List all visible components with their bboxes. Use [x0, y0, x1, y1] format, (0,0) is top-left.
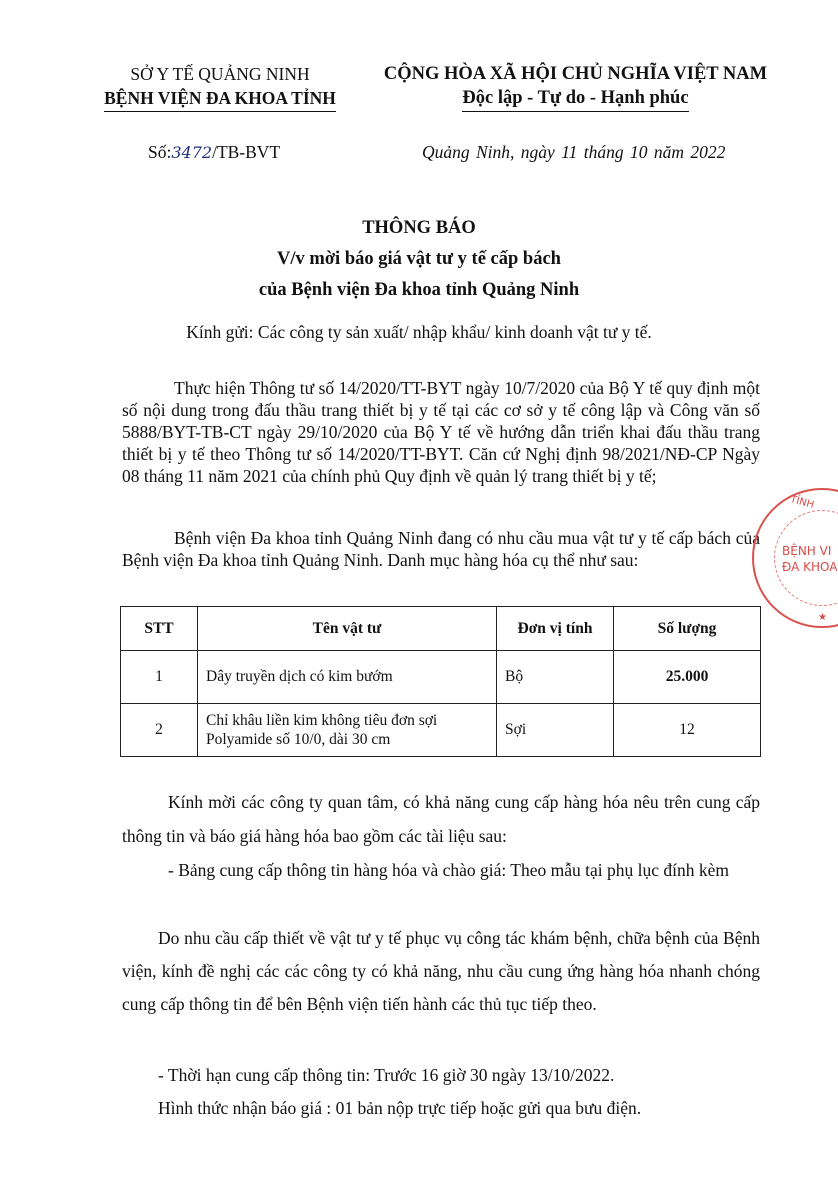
parent-department: SỞ Y TẾ QUẢNG NINH — [130, 64, 310, 84]
paragraph-3: Kính mời các công ty quan tâm, có khả năng cung cấp hàng hóa nêu trên cung cấp thông tin và báo giá hàng hóa bao gồm các tài liệu sau: — [122, 792, 760, 846]
doc-number-prefix: Số: — [148, 142, 172, 162]
recipient-line: Kính gửi: Các công ty sản xuất/ nhập khẩu/ kinh doanh vật tư y tế. — [186, 322, 652, 342]
national-motto — [378, 62, 773, 112]
issuing-authority — [95, 62, 345, 112]
title-subject-2: của Bệnh viện Đa khoa tỉnh Quảng Ninh — [258, 280, 580, 300]
header-unit: Đơn vị tính — [497, 607, 614, 651]
demand-paragraph — [122, 527, 760, 571]
deadline-section — [122, 1059, 760, 1125]
title-subject: V/v mời báo giá vật tư y tế cấp bách — [277, 249, 561, 269]
legal-basis-paragraph — [122, 377, 760, 487]
paragraph-1: Thực hiện Thông tư số 14/2020/TT-BYT ngày 10/7/2020 của Bộ Y tế quy định một số nội dung trong đấu thầu trang thiết bị y tế tại các cơ sở y tế công lập và Công văn số 5888/BYT-TB-CT ngày 29/10/2020 của Bộ Y tế về hướng dẫn triển khai đấu thầu trang thiết bị y tế theo Thông tư số 14/2020/TT-BYT. Căn cứ Nghị định 98/2021/NĐ-CP Ngày 08 tháng 11 năm 2021 của chính phủ Quy định về quản lý trang thiết bị y tế; — [122, 378, 760, 486]
deadline-line: - Thời hạn cung cấp thông tin: Trước 16 giờ 30 ngày 13/10/2022. — [158, 1065, 615, 1085]
seal-text — [782, 543, 837, 575]
motto: Độc lập - Tự do - Hạnh phúc — [462, 86, 688, 112]
paragraph-2: Bệnh viện Đa khoa tỉnh Quảng Ninh đang có nhu cầu mua vật tư y tế cấp bách của Bệnh viện Đa khoa tỉnh Quảng Ninh. Danh mục hàng hóa cụ thể như sau: — [122, 528, 760, 570]
seal-top-text: TỈNH — [788, 494, 816, 511]
document-number — [148, 142, 280, 163]
row-quantity: 25.000 — [614, 651, 761, 704]
row-stt: 2 — [121, 704, 198, 757]
header-item-name: Tên vật tư — [198, 607, 497, 651]
items-table — [120, 606, 761, 757]
row-item-name: Dây truyền dịch có kim bướm — [198, 651, 497, 704]
table-header-row — [121, 607, 761, 651]
document-title — [0, 213, 838, 306]
bullet-quote-form: - Bảng cung cấp thông tin hàng hóa và chào giá: Theo mẫu tại phụ lục đính kèm — [168, 860, 729, 880]
doc-number-handwritten: 3472 — [171, 143, 213, 162]
row-quantity: 12 — [614, 704, 761, 757]
header-quantity: Số lượng — [614, 607, 761, 651]
seal-line-2: ĐA KHOA — [782, 560, 838, 574]
table-row — [121, 651, 761, 704]
table-row — [121, 704, 761, 757]
hospital-name: BỆNH VIỆN ĐA KHOA TỈNH — [104, 86, 336, 112]
submission-line: Hình thức nhận báo giá : 01 bản nộp trực tiếp hoặc gửi qua bưu điện. — [158, 1098, 642, 1118]
header-stt: STT — [121, 607, 198, 651]
row-unit: Sợi — [497, 704, 614, 757]
invitation-paragraph — [122, 785, 760, 887]
row-item-name: Chỉ khâu liền kim không tiêu đơn sợi Polyamide số 10/0, dài 30 cm — [198, 704, 497, 757]
row-unit: Bộ — [497, 651, 614, 704]
country-name: CỘNG HÒA XÃ HỘI CHỦ NGHĨA VIỆT NAM — [383, 64, 768, 84]
title-heading: THÔNG BÁO — [362, 218, 476, 238]
urgency-paragraph — [122, 922, 760, 1021]
place-date: Quảng Ninh, ngày 11 tháng 10 năm 2022 — [422, 142, 726, 162]
doc-number-suffix: /TB-BVT — [212, 142, 281, 162]
row-stt: 1 — [121, 651, 198, 704]
seal-line-1: BỆNH VI — [782, 544, 832, 558]
paragraph-4: Do nhu cầu cấp thiết về vật tư y tế phục vụ công tác khám bệnh, chữa bệnh của Bệnh viện, kính đề nghị các các công ty có khả năng, nhu cầu cung ứng hàng hóa nhanh chóng cung cấp thông tin để bên Bệnh viện tiến hành các thủ tục tiếp theo. — [122, 928, 760, 1014]
seal-star-icon: ★ — [818, 612, 827, 623]
